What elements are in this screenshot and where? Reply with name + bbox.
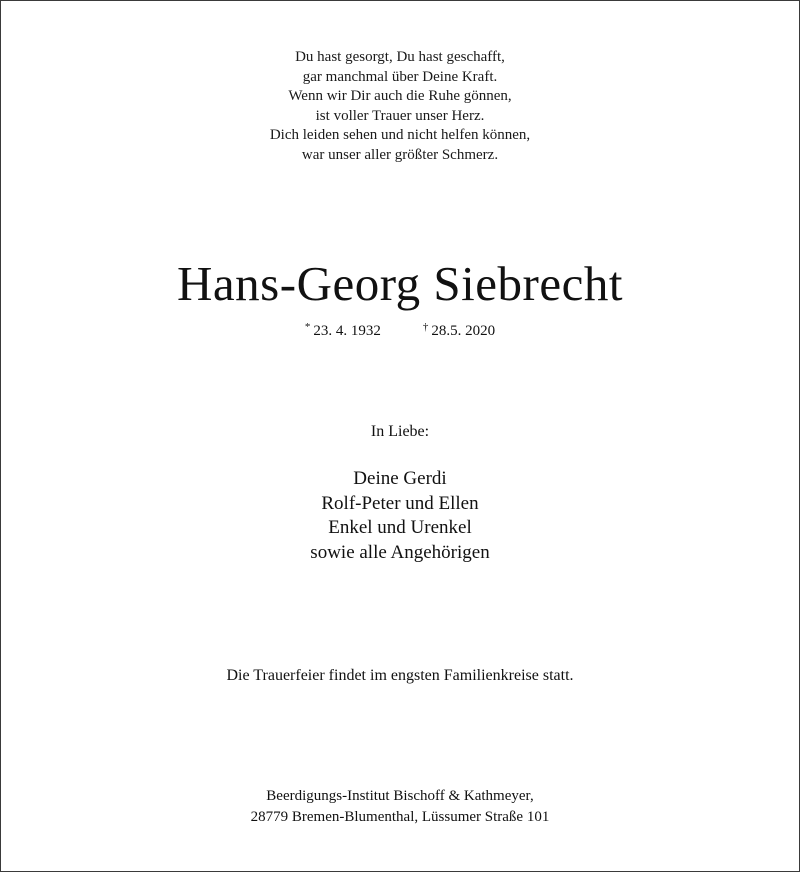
mourners-intro: In Liebe:: [370, 423, 430, 440]
birth-date: 23. 4. 1932: [313, 323, 381, 339]
poem-line: war unser aller größter Schmerz.: [301, 146, 499, 163]
life-dates: [1, 317, 799, 341]
death-symbol: †: [422, 321, 429, 333]
mourners-list: [1, 467, 799, 565]
poem-line: ist voller Trauer unser Herz.: [315, 107, 485, 124]
mourner-name: Rolf-Peter und Ellen: [321, 492, 479, 514]
poem-line: Dich leiden sehen und nicht helfen können,: [269, 127, 531, 143]
undertaker-name: Beerdigungs-Institut Bischoff & Kathmeyer,: [266, 788, 534, 804]
undertaker-info: [1, 786, 799, 828]
death-date: 28.5. 2020: [431, 323, 496, 339]
deceased-name: Hans-Georg Siebrecht: [177, 256, 623, 311]
service-note: Die Trauerfeier findet im engsten Familienkreise statt.: [226, 667, 574, 684]
birth-symbol: *: [304, 321, 311, 333]
poem-line: Wenn wir Dir auch die Ruhe gönnen,: [288, 88, 512, 104]
undertaker-address: 28779 Bremen-Blumenthal, Lüssumer Straße 101: [250, 809, 550, 825]
mourner-name: sowie alle Angehörigen: [310, 541, 490, 563]
mourner-name: Enkel und Urenkel: [328, 517, 472, 538]
poem-line: gar manchmal über Deine Kraft.: [302, 68, 498, 85]
poem-line: Du hast gesorgt, Du hast geschafft,: [295, 49, 505, 65]
poem: [1, 48, 799, 165]
mourner-name: Deine Gerdi: [353, 468, 447, 489]
